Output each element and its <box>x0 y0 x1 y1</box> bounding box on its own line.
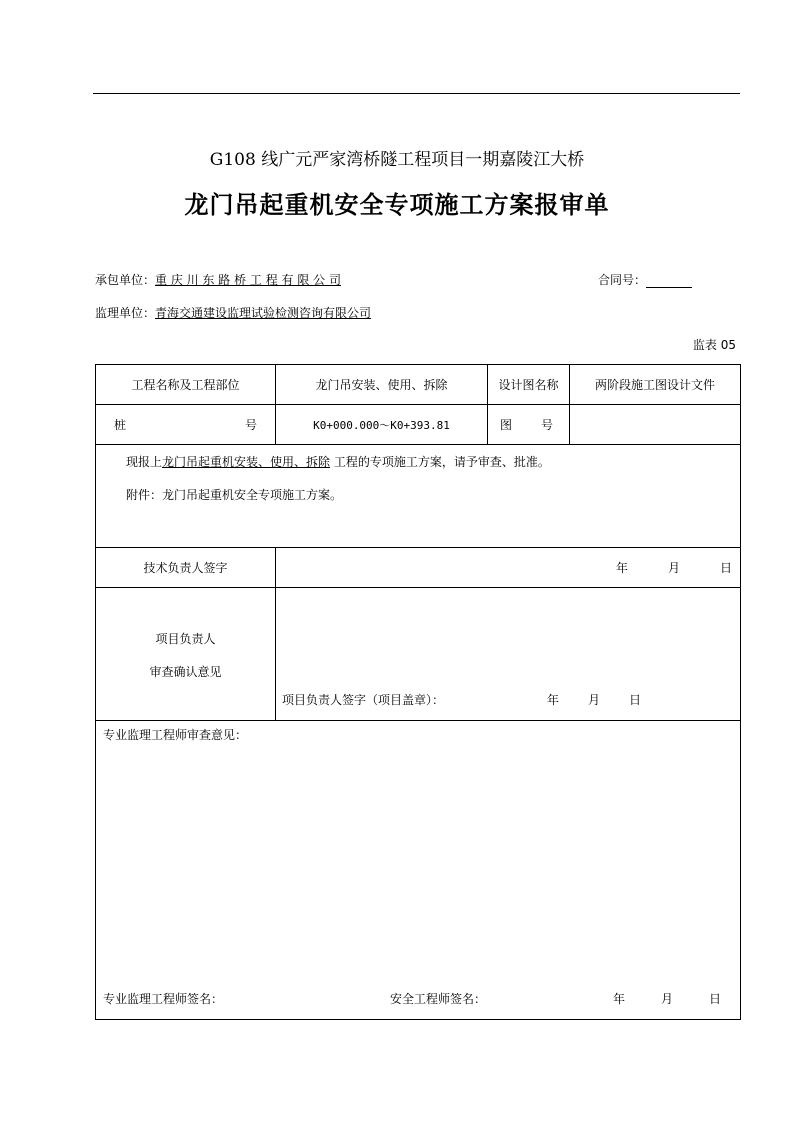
header-rule <box>93 93 740 94</box>
submit-suffix: 工程的专项施工方案，请予审查、批准。 <box>330 455 550 469</box>
drawing-no-label-2: 号 <box>540 418 553 432</box>
day-label: 日 <box>629 693 642 707</box>
station-value: K0+000.000～K0+393.81 <box>276 405 488 445</box>
contract-no-label: 合同号： <box>598 273 647 287</box>
contractor-value: 重 庆 川 东 路 桥 工 程 有 限 公 司 <box>155 273 341 287</box>
pm-review-label-cell <box>96 588 276 721</box>
table-row <box>96 588 741 721</box>
safety-engineer-sign-label: 安全工程师签名： <box>390 992 487 1006</box>
design-drawing-value: 两阶段施工图设计文件 <box>570 365 741 405</box>
project-name-label: 工程名称及工程部位 <box>96 365 276 405</box>
contract-no-blank <box>646 275 692 288</box>
month-label: 月 <box>667 561 680 575</box>
pm-review-cell <box>276 588 741 721</box>
submit-underlined: 龙门吊起重机安装、使用、拆除 <box>162 455 331 469</box>
table-row <box>96 721 741 1020</box>
contract-no-line <box>598 271 692 288</box>
contractor-label: 承包单位： <box>95 273 156 287</box>
table-row <box>96 548 741 588</box>
table-row <box>96 445 741 548</box>
table-row <box>96 405 741 445</box>
project-title: G108 线广元严家湾桥隧工程项目一期嘉陵江大桥 <box>209 150 585 170</box>
engineer-sign-label: 专业监理工程师签名： <box>103 992 224 1006</box>
contractor-line <box>95 271 341 288</box>
project-name-value: 龙门吊安装、使用、拆除 <box>276 365 488 405</box>
drawing-no-label-1: 图 <box>500 418 513 432</box>
year-label: 年 <box>613 992 626 1006</box>
month-label: 月 <box>588 693 601 707</box>
day-label: 日 <box>719 561 732 575</box>
day-label: 日 <box>709 992 722 1006</box>
engineer-review-cell <box>96 721 741 1020</box>
review-form-table <box>95 364 741 1020</box>
station-label-cell <box>96 405 276 445</box>
submission-line <box>96 445 740 470</box>
form-title: 龙门吊起重机安全专项施工方案报审单 <box>184 190 610 219</box>
station-label-2: 号 <box>244 418 257 432</box>
table-row <box>96 365 741 405</box>
pm-review-label-2: 审查确认意见 <box>149 665 222 679</box>
tech-lead-sign-label: 技术负责人签字 <box>96 548 276 588</box>
supervisor-label: 监理单位： <box>95 306 156 320</box>
station-label-1: 桩 <box>114 418 127 432</box>
engineer-review-label: 专业监理工程师审查意见： <box>103 728 248 742</box>
pm-sign-label: 项目负责人签字（项目盖章）： <box>282 693 445 707</box>
design-drawing-label: 设计图名称 <box>488 365 570 405</box>
supervisor-line <box>95 304 371 321</box>
pm-review-label-1: 项目负责人 <box>155 632 216 646</box>
month-label: 月 <box>661 992 674 1006</box>
tech-lead-sign-cell <box>276 548 741 588</box>
year-label: 年 <box>615 561 628 575</box>
form-code: 监表 05 <box>692 338 736 352</box>
submit-prefix: 现报上 <box>126 455 163 469</box>
drawing-no-label-cell <box>488 405 570 445</box>
attachment-line: 附件：龙门吊起重机安全专项施工方案。 <box>126 488 343 502</box>
submission-cell <box>96 445 741 548</box>
year-label: 年 <box>547 693 560 707</box>
supervisor-value: 青海交通建设监理试验检测咨询有限公司 <box>155 306 372 320</box>
pm-sign-line <box>276 691 740 720</box>
drawing-no-value <box>570 405 741 445</box>
tech-lead-date <box>276 559 740 576</box>
